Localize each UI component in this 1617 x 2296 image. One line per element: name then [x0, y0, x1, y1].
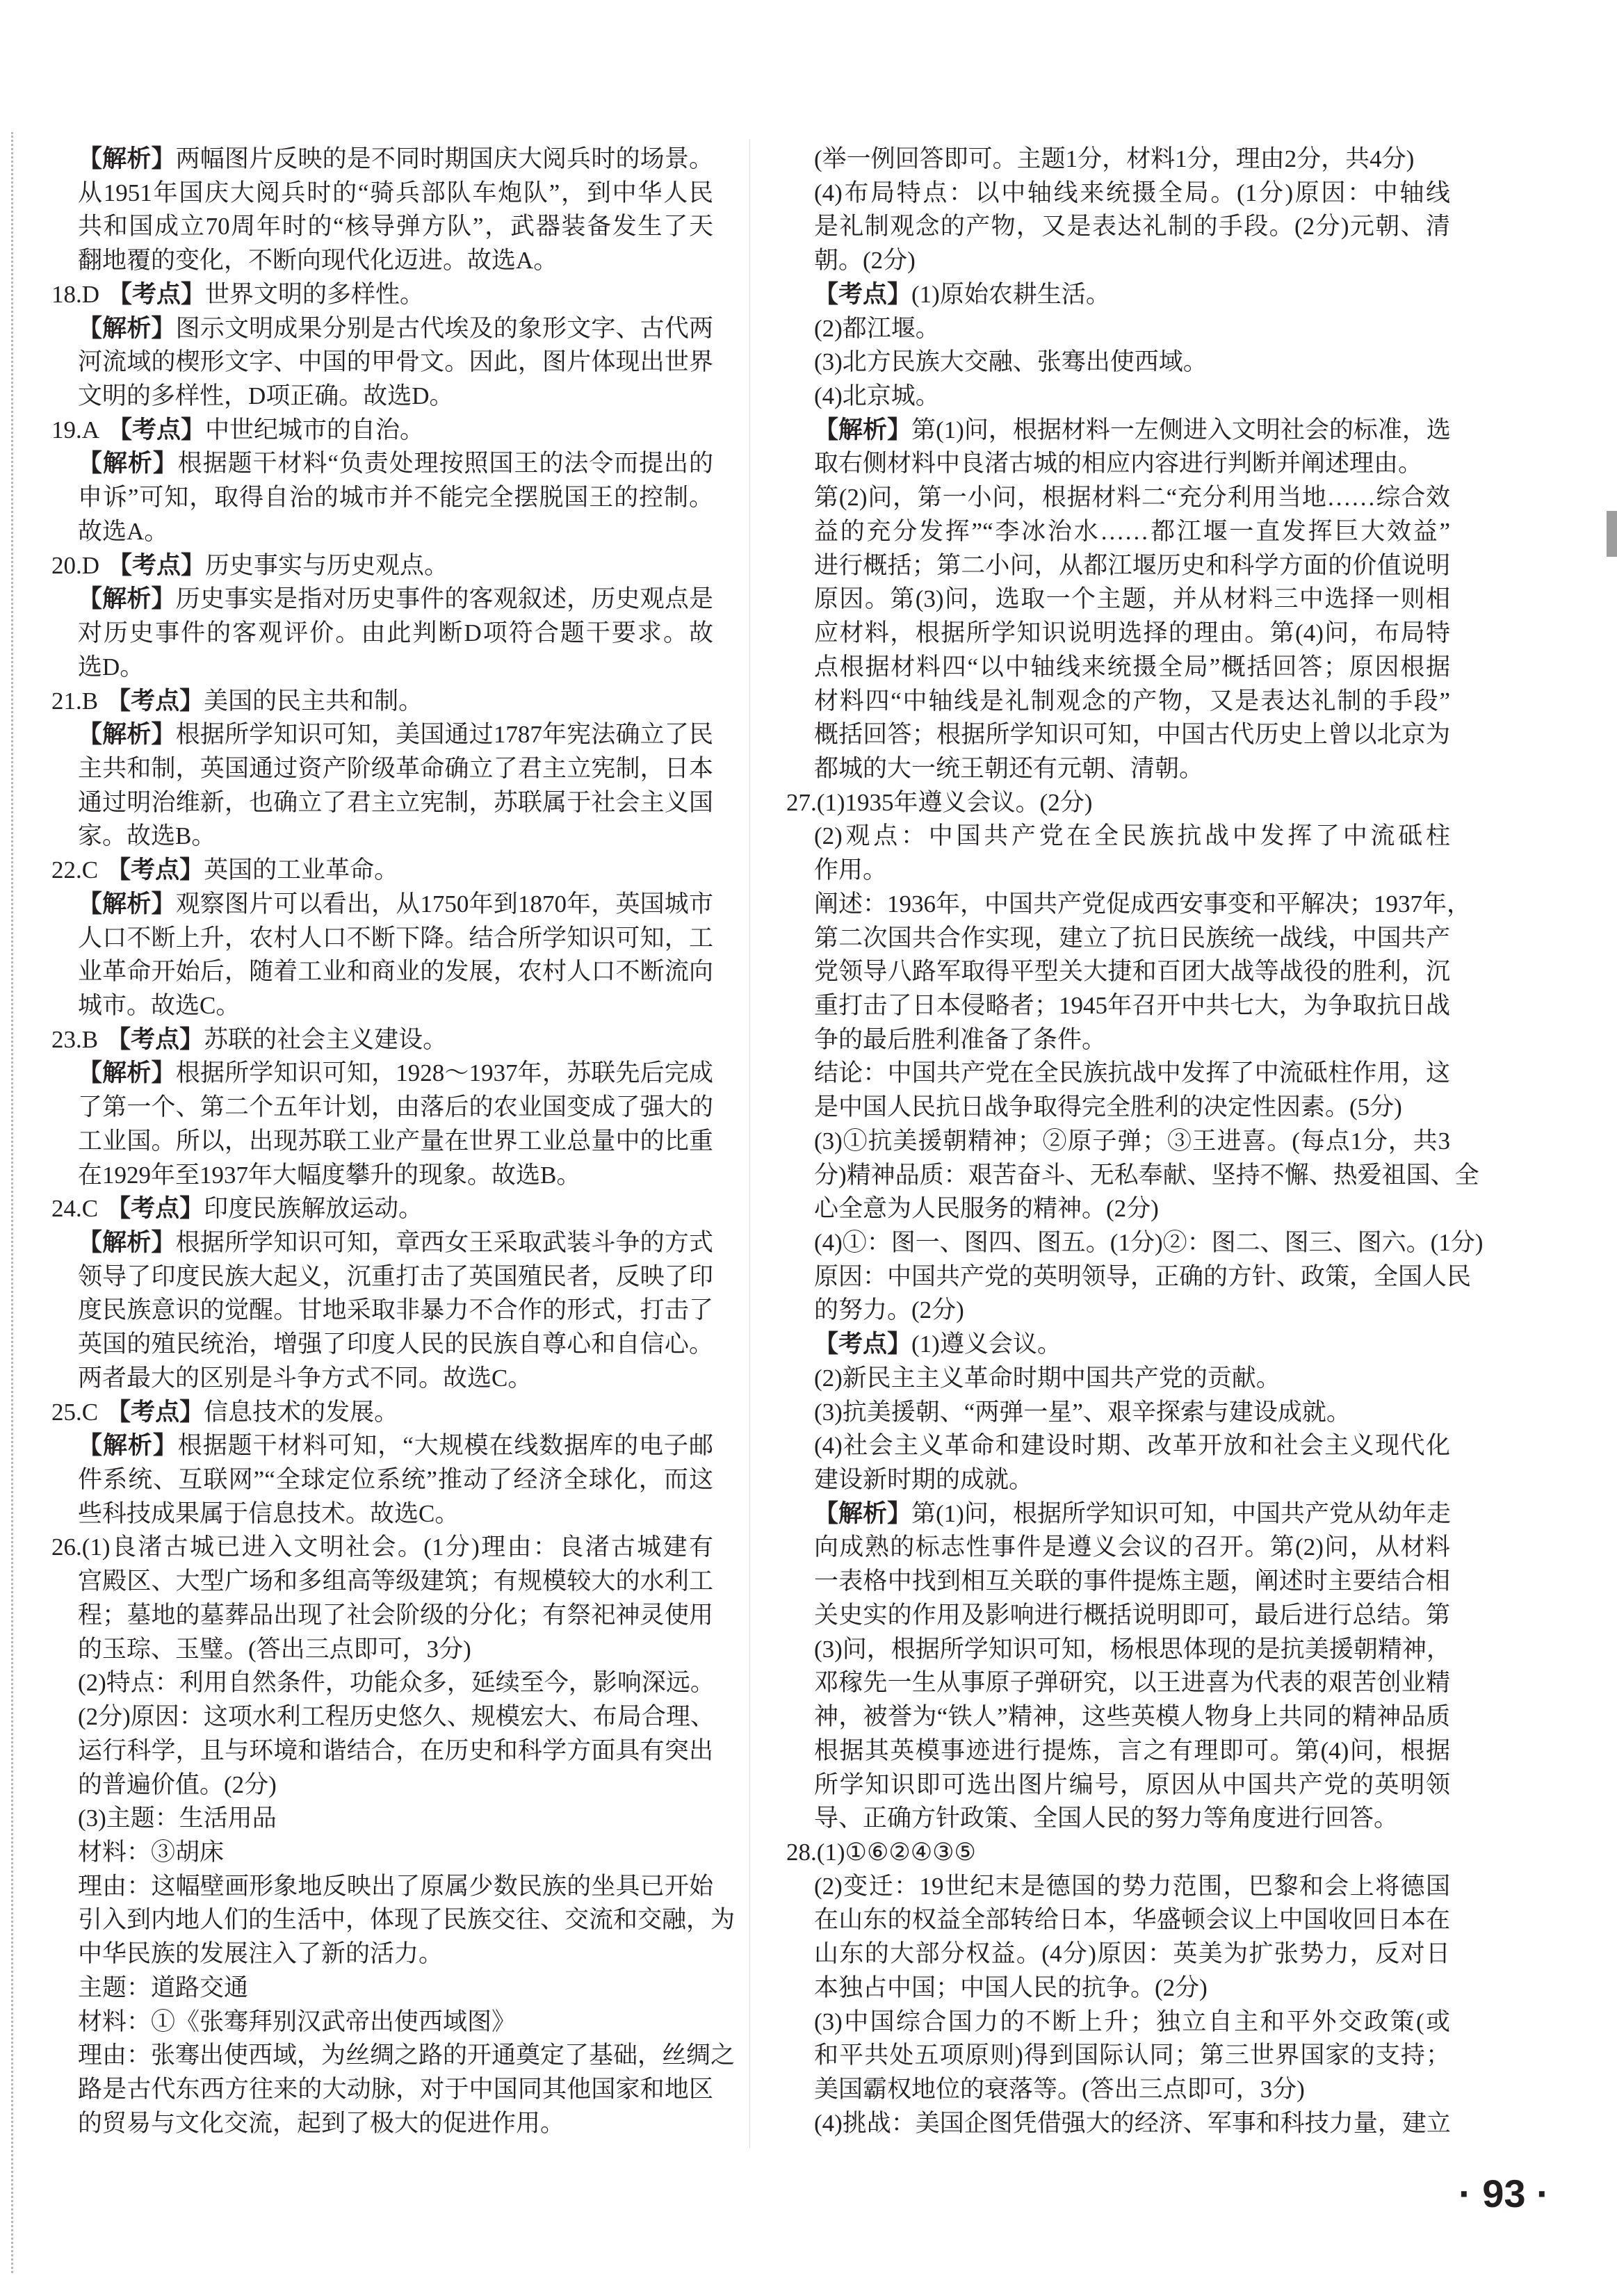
- key-point-label: 【考点】: [108, 416, 206, 444]
- key-point-label: 【考点】: [106, 687, 204, 715]
- text-line: 英国的殖民统治，增强了印度人民的民族自尊心和自信心。: [78, 1330, 713, 1358]
- line-text: 苏联的社会主义建设。: [204, 1025, 448, 1053]
- text-line: 概括回答；根据所学知识可知，中国古代历史上曾以北京为: [814, 721, 1450, 749]
- text-line: 建设新时期的成就。: [814, 1466, 1034, 1494]
- text-line: 党领导八路军取得平型关大捷和百团大战等战役的胜利，沉: [814, 958, 1450, 986]
- analysis-line: [786, 414, 1450, 448]
- text-line: 结论：中国共产党在全民族抗战中发挥了中流砥柱作用，这: [814, 1059, 1450, 1087]
- text-line: 理由：张骞出使西域，为丝绸之路的开通奠定了基础，丝绸之: [78, 2042, 736, 2069]
- question-number: 20.D: [51, 551, 100, 579]
- text-line: (2)变迁：19世纪末是德国的势力范围，巴黎和会上将德国: [814, 1872, 1450, 1900]
- line-text: 英国的工业革命。: [204, 856, 399, 884]
- text-line: 共和国成立70周年时的“核导弹方队”，武器装备发生了天: [78, 213, 713, 241]
- analysis-label: 【解析】: [78, 450, 178, 478]
- line-text: 印度民族解放运动。: [204, 1195, 423, 1223]
- question-26-line: 26.(1)良渚古城已进入文明社会。(1分)理由：良渚古城建有: [51, 1533, 713, 1561]
- question-number: 21.B: [51, 687, 99, 715]
- line-text: 中世纪城市的自治。: [205, 416, 425, 443]
- text-line: 宫殿区、大型广场和多组高等级建筑；有规模较大的水利工: [78, 1568, 713, 1595]
- key-point-line: [786, 278, 1450, 312]
- text-line: 度民族意识的觉醒。甘地采取非暴力不合作的形式，打击了: [78, 1296, 713, 1324]
- key-point-label: 【考点】: [108, 280, 206, 309]
- line-text: 美国的民主共和制。: [204, 687, 423, 715]
- line-text: 第(1)问，根据所学知识可知，中国共产党从幼年走: [911, 1499, 1451, 1527]
- line-text: 两幅图片反映的是不同时期国庆大阅兵时的场景。: [175, 145, 713, 172]
- question-21-line: [51, 685, 713, 719]
- analysis-label: 【解析】: [78, 721, 176, 749]
- question-25-line: [51, 1396, 713, 1430]
- text-line: (2)都江堰。: [814, 314, 940, 342]
- text-line: 从1951年国庆大阅兵时的“骑兵部队车炮队”，到中华人民: [78, 179, 713, 206]
- analysis-line: [51, 447, 713, 481]
- key-point-label: 【考点】: [814, 1330, 912, 1359]
- text-line: 件系统、互联网”“全球定位系统”推动了经济全球化，而这: [78, 1466, 713, 1494]
- text-line: 两者最大的区别是斗争方式不同。故选C。: [78, 1364, 533, 1392]
- text-line: 了第一个、第二个五年计划，由落后的农业国变成了强大的: [78, 1093, 713, 1121]
- text-line: 向成熟的标志性事件是遵义会议的召开。第(2)问，从材料: [814, 1533, 1450, 1561]
- text-line: 主共和制，英国通过资产阶级革命确立了君主立宪制，日本: [78, 754, 713, 782]
- text-line: 所学知识即可选出图片编号，原因从中国共产党的英明领: [814, 1770, 1450, 1798]
- text-line: 领导了印度民族大起义，沉重打击了英国殖民者，反映了印: [78, 1262, 713, 1290]
- text-line: (举一例回答即可。主题1分，材料1分，理由2分，共4分): [814, 145, 1415, 172]
- analysis-line: [51, 143, 713, 177]
- line-text: 信息技术的发展。: [204, 1398, 399, 1426]
- text-line: 主题：道路交通: [78, 1973, 249, 2001]
- text-line: 益的充分发挥”“李冰治水……都江堰一直发挥巨大效益”: [814, 517, 1450, 545]
- text-line: 引入到内地人们的生活中，体现了民族交往、交流和交融，为: [78, 1906, 736, 1934]
- question-number: 18.D: [51, 280, 100, 308]
- question-28-line: 28.(1)①⑥②④③⑤: [786, 1838, 976, 1866]
- text-line: 在山东的权益全部转给日本，华盛顿会议上中国收回日本在: [814, 1906, 1450, 1934]
- key-point-label: 【考点】: [106, 1398, 204, 1426]
- question-number: 25.C: [51, 1398, 99, 1426]
- text-line: (3)①抗美援朝精神；②原子弹；③王进喜。(每点1分，共3: [814, 1127, 1450, 1155]
- question-22-line: [51, 854, 713, 888]
- question-number: 24.C: [51, 1195, 99, 1223]
- question-23-line: [51, 1023, 713, 1057]
- key-point-label: 【考点】: [814, 280, 912, 309]
- analysis-label: 【解析】: [78, 1432, 178, 1460]
- text-line: 运行科学，且与环境和谐结合，在历史和科学方面具有突出: [78, 1736, 713, 1764]
- text-line: (4)北京城。: [814, 382, 940, 410]
- analysis-line: [51, 718, 713, 752]
- text-line: 是礼制观念的产物，又是表达礼制的手段。(2分)元朝、清: [814, 213, 1450, 241]
- line-text: 第(1)问，根据材料一左侧进入文明社会的标准，选: [911, 416, 1451, 443]
- text-line: 应材料，根据所学知识说明选择的理由。第(4)问，布局特: [814, 619, 1450, 647]
- text-line: 第(2)问，第一小问，根据材料二“充分利用当地……综合效: [814, 484, 1450, 512]
- text-line: (2)特点：利用自然条件，功能众多，延续至今，影响深远。: [78, 1669, 715, 1697]
- page-number: · 93 ·: [1458, 2172, 1550, 2215]
- text-line: (3)中国综合国力的不断上升；独立自主和平外交政策(或: [814, 2008, 1450, 2035]
- line-text: 图示文明成果分别是古代埃及的象形文字、古代两: [175, 314, 713, 342]
- analysis-label: 【解析】: [78, 145, 176, 173]
- text-line: 人口不断上升，农村人口不断下降。结合所学知识可知，工: [78, 924, 713, 952]
- question-19-line: [51, 414, 713, 448]
- analysis-label: 【解析】: [78, 585, 176, 614]
- text-line: 美国霸权地位的衰落等。(答出三点即可，3分): [814, 2075, 1305, 2103]
- text-line: 在1929年至1937年大幅度攀升的现象。故选B。: [78, 1161, 581, 1189]
- text-line: 争的最后胜利准备了条件。: [814, 1025, 1107, 1053]
- text-line: 点根据材料四“以中轴线来统摄全局”概括回答；原因根据: [814, 653, 1450, 681]
- key-point-label: 【考点】: [106, 1195, 204, 1223]
- text-line: 分)精神品质：艰苦奋斗、无私奉献、坚持不懈、热爱祖国、全: [814, 1161, 1479, 1189]
- text-line: 城市。故选C。: [78, 991, 241, 1019]
- left-column: [51, 143, 736, 2140]
- text-line: (3)主题：生活用品: [78, 1805, 277, 1832]
- text-line: 的努力。(2分): [814, 1296, 964, 1324]
- question-24-line: [51, 1192, 713, 1226]
- analysis-line: [51, 1057, 713, 1091]
- analysis-line: [786, 1497, 1450, 1531]
- text-line: 进行概括；第二小问，从都江堰历史和科学方面的价值说明: [814, 551, 1450, 579]
- text-line: 是中国人民抗日战争取得完全胜利的决定性因素。(5分): [814, 1093, 1402, 1121]
- text-line: 原因。第(3)问，选取一个主题，并从材料三中选择一则相: [814, 585, 1450, 613]
- key-point-label: 【考点】: [106, 856, 204, 885]
- analysis-line: [51, 1226, 713, 1260]
- key-point-line: [786, 1328, 1450, 1362]
- text-line: 山东的大部分权益。(4分)原因：英美为扩张势力，反对日: [814, 1940, 1450, 1968]
- analysis-label: 【解析】: [78, 314, 176, 343]
- text-line: 原因：中国共产党的英明领导，正确的方针、政策，全国人民: [814, 1262, 1472, 1290]
- text-line: 的贸易与文化交流，起到了极大的促进作用。: [78, 2109, 565, 2137]
- text-line: 些科技成果属于信息技术。故选C。: [78, 1499, 460, 1527]
- line-text: (1)原始农耕生活。: [911, 280, 1110, 308]
- text-line: 邓稼先一生从事原子弹研究，以王进喜为代表的艰苦创业精: [814, 1669, 1450, 1697]
- text-line: 程；墓地的墓葬品出现了社会阶级的分化；有祭祀神灵使用: [78, 1601, 713, 1629]
- text-line: 本独占中国；中国人民的抗争。(2分): [814, 1973, 1208, 2001]
- line-text: 根据所学知识可知，章西女王采取武装斗争的方式: [175, 1229, 713, 1256]
- text-line: 心全意为人民服务的精神。(2分): [814, 1195, 1159, 1223]
- text-line: (3)问，根据所学知识可知，杨根思体现的是抗美援朝精神，: [814, 1635, 1451, 1663]
- right-column: [786, 143, 1484, 2140]
- text-line: (2分)原因：这项水利工程历史悠久、规模宏大、布局合理、: [78, 1703, 715, 1731]
- text-line: 一表格中找到相互关联的事件提炼主题，阐述时主要结合相: [814, 1568, 1450, 1595]
- text-line: 路是古代东西方往来的大动脉，对于中国同其他国家和地区: [78, 2075, 713, 2103]
- text-line: 和平共处五项原则)得到国际认同；第三世界国家的支持；: [814, 2042, 1450, 2069]
- analysis-line: [51, 888, 713, 922]
- text-line: 河流域的楔形文字、中国的甲骨文。因此，图片体现出世界: [78, 348, 713, 376]
- line-text: 根据所学知识可知，1928～1937年，苏联先后完成: [175, 1059, 713, 1087]
- line-text: 根据题干材料可知，“大规模在线数据库的电子邮: [177, 1432, 713, 1460]
- question-18-line: [51, 278, 713, 312]
- text-line: (2)观点：中国共产党在全民族抗战中发挥了中流砥柱: [814, 822, 1450, 850]
- line-text: 世界文明的多样性。: [205, 280, 425, 308]
- text-line: (4)①：图一、图四、图五。(1分)②：图二、图三、图六。(1分): [814, 1229, 1484, 1256]
- text-line: 的玉琮、玉璧。(答出三点即可，3分): [78, 1635, 471, 1663]
- line-text: 观察图片可以看出，从1750年到1870年，英国城市: [175, 890, 713, 918]
- analysis-line: [51, 583, 713, 617]
- column-divider: [749, 139, 750, 2148]
- text-line: 故选A。: [78, 517, 169, 545]
- analysis-label: 【解析】: [814, 1499, 912, 1528]
- text-line: 中华民族的发展注入了新的活力。: [78, 1940, 444, 1968]
- question-27-line: 27.(1)1935年遵义会议。(2分): [786, 788, 1093, 816]
- text-line: 翻地覆的变化，不断向现代化迈进。故选A。: [78, 247, 558, 275]
- text-line: 取右侧材料中良渚古城的相应内容进行判断并阐述理由。: [814, 450, 1423, 478]
- question-number: 22.C: [51, 856, 99, 884]
- text-line: 根据其英模事迹进行提炼，言之有理即可。第(4)问，根据: [814, 1736, 1450, 1764]
- question-20-line: [51, 549, 713, 583]
- key-point-label: 【考点】: [106, 1025, 204, 1054]
- text-line: (3)抗美援朝、“两弹一星”、艰辛探索与建设成就。: [814, 1398, 1351, 1426]
- analysis-label: 【解析】: [78, 1059, 176, 1088]
- text-line: 家。故选B。: [78, 822, 216, 850]
- text-line: (4)挑战：美国企图凭借强大的经济、军事和科技力量，建立: [814, 2109, 1451, 2137]
- line-text: 历史事实是指对历史事件的客观叙述，历史观点是: [175, 585, 713, 613]
- analysis-line: [51, 312, 713, 346]
- text-line: 文明的多样性，D项正确。故选D。: [78, 382, 454, 410]
- line-text: (1)遵义会议。: [911, 1330, 1062, 1358]
- question-number: 23.B: [51, 1025, 99, 1053]
- text-line: 阐述：1936年，中国共产党促成西安事变和平解决；1937年，: [814, 890, 1472, 918]
- text-line: (3)北方民族大交融、张骞出使西域。: [814, 348, 1208, 376]
- text-line: 申诉”可知，取得自治的城市并不能完全摆脱国王的控制。: [78, 484, 713, 512]
- text-line: (2)新民主主义革命时期中国共产党的贡献。: [814, 1364, 1281, 1392]
- text-line: 第二次国共合作实现，建立了抗日民族统一战线，中国共产: [814, 924, 1450, 952]
- text-line: 关史实的作用及影响进行概括说明即可，最后进行总结。第: [814, 1601, 1450, 1629]
- line-text: 根据所学知识可知，美国通过1787年宪法确立了民: [175, 721, 713, 749]
- text-line: 材料：③胡床: [78, 1838, 225, 1866]
- text-line: 对历史事件的客观评价。由此判断D项符合题干要求。故: [78, 619, 713, 647]
- binding-dotted-line: [11, 132, 13, 2273]
- text-line: 导、正确方针政策、全国人民的努力等角度进行回答。: [814, 1805, 1399, 1832]
- key-point-label: 【考点】: [108, 551, 206, 580]
- line-text: 根据题干材料“负责处理按照国王的法令而提出的: [177, 450, 713, 478]
- text-line: 神，被誉为“铁人”精神，这些英模人物身上共同的精神品质: [814, 1703, 1450, 1731]
- text-line: 重打击了日本侵略者；1945年召开中共七大，为争取抗日战: [814, 991, 1450, 1019]
- text-line: (4)布局特点：以中轴线来统摄全局。(1分)原因：中轴线: [814, 179, 1450, 206]
- page-thumb-tab: [1607, 511, 1617, 557]
- text-line: 材料：①《张骞拜别汉武帝出使西域图》: [78, 2008, 517, 2035]
- text-line: 朝。(2分): [814, 247, 916, 275]
- text-line: 作用。: [814, 856, 888, 884]
- text-line: 工业国。所以，出现苏联工业产量在世界工业总量中的比重: [78, 1127, 713, 1155]
- analysis-label: 【解析】: [814, 416, 912, 444]
- analysis-label: 【解析】: [78, 890, 176, 918]
- text-line: 业革命开始后，随着工业和商业的发展，农村人口不断流向: [78, 958, 713, 986]
- question-number: 19.A: [51, 416, 100, 443]
- text-line: 选D。: [78, 653, 145, 681]
- text-line: 通过明治维新，也确立了君主立宪制，苏联属于社会主义国: [78, 788, 713, 816]
- analysis-label: 【解析】: [78, 1229, 176, 1257]
- line-text: 历史事实与历史观点。: [205, 551, 449, 579]
- text-line: 都城的大一统王朝还有元朝、清朝。: [814, 754, 1204, 782]
- text-line: 材料四“中轴线是礼制观念的产物，又是表达礼制的手段”: [814, 687, 1450, 715]
- analysis-line: [51, 1429, 713, 1463]
- text-line: 的普遍价值。(2分): [78, 1770, 277, 1798]
- text-line: 理由：这幅壁画形象地反映出了原属少数民族的坐具已开始: [78, 1872, 713, 1900]
- text-line: (4)社会主义革命和建设时期、改革开放和社会主义现代化: [814, 1432, 1450, 1460]
